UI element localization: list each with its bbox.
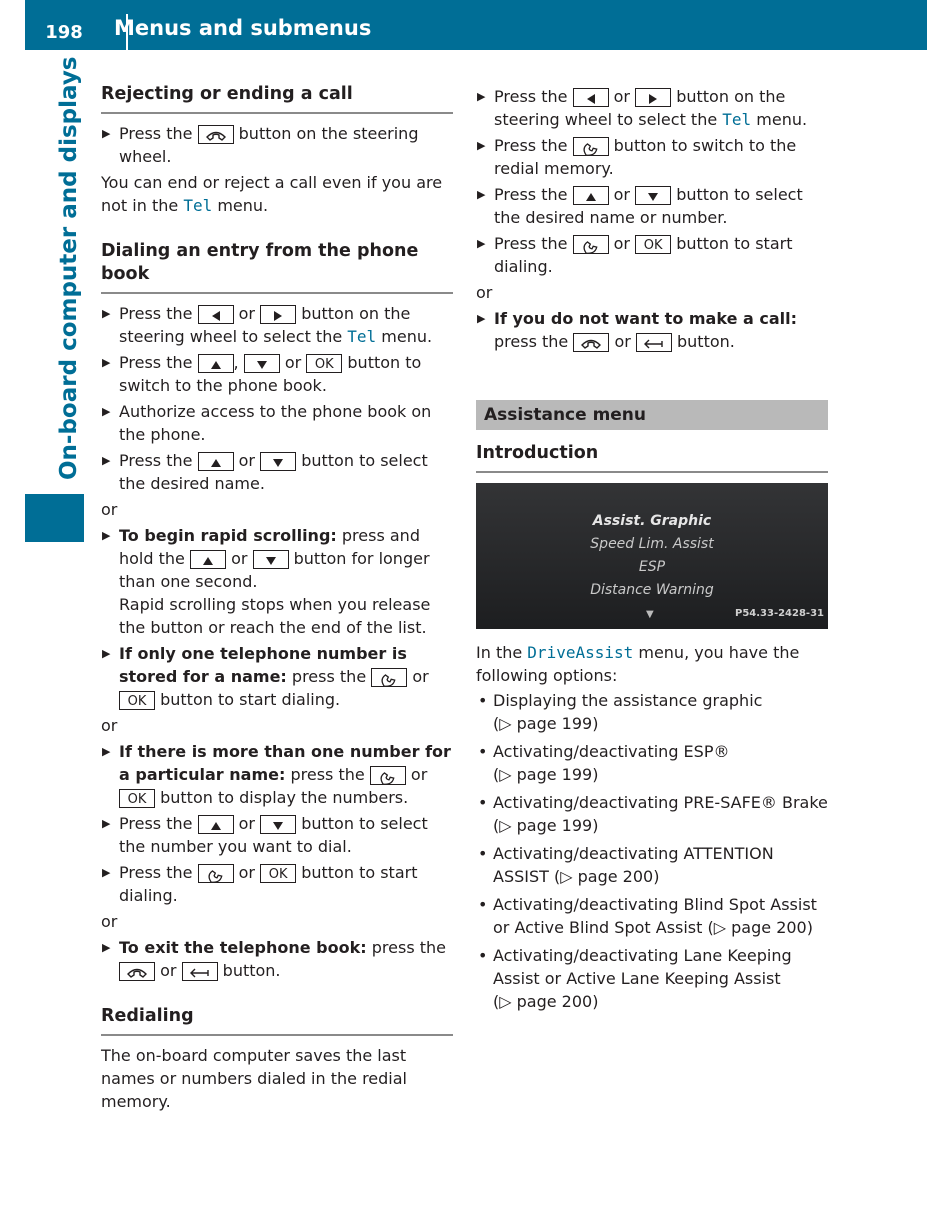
steps-no-call [476,307,828,353]
text: button to select the desired name or number. [494,185,803,227]
text: button on the steering wheel to select the [119,304,411,346]
list-item [476,791,828,837]
phone-hangup-icon [198,125,234,144]
triangle-up-icon [198,815,234,834]
text: Press the [494,185,568,204]
text: Press the [119,863,193,882]
triangle-down-icon [260,815,296,834]
text: You can end or reject a call even if you are not in the [101,173,443,215]
text: Rapid scrolling stops when you release the button or reach the end of the list. [119,595,431,637]
screen-menu-item: Speed Lim. Assist [590,536,714,552]
screen-menu-item: ESP [638,559,666,575]
list-item [476,944,828,1013]
paragraph [101,171,453,217]
screen-menu-item: Assist. Graphic [592,513,712,529]
page-ref: (▷ page 199) [493,714,599,733]
page-ref: (▷ page 200) [493,992,599,1011]
text: , [233,353,239,372]
text: or [613,234,631,253]
triangle-down-icon [260,452,296,471]
triangle-up-icon [573,186,609,205]
step-item [101,449,453,495]
text: button to display the numbers. [160,788,409,807]
back-arrow-icon [182,962,218,981]
text: menu. [217,196,269,215]
menu-name: Tel [183,196,213,215]
triangle-down-icon [253,550,289,569]
page-title: Menus and submenus [114,16,372,40]
triangle-up-icon [190,550,226,569]
text: or [231,549,248,568]
text: menu, you have the following options: [476,643,800,685]
text: button to switch to the phone book. [119,353,422,395]
text: or [238,863,256,882]
bold-lead: If there is more than one number for a particular name: [119,742,451,784]
text: menu. [381,327,433,346]
text: press the [290,765,365,784]
step-item [101,936,453,982]
heading-introduction: Introduction [476,442,828,473]
figure-code: P54.33-2428-31 [734,608,824,619]
text: In the [476,643,523,662]
text: or [613,185,631,204]
text: button to switch to the redial memory. [494,136,797,178]
text: or [410,765,428,784]
screen-menu-item: Distance Warning [590,582,714,598]
options-list [476,689,828,1013]
text: or [614,332,631,351]
menu-name: Tel [347,327,377,346]
step-item [101,351,453,397]
text: press the [371,938,446,957]
side-section-label: On-board computer and displays [56,56,82,480]
text: button to start dialing. [160,690,341,709]
text: press the [291,667,367,686]
back-arrow-icon [636,333,672,352]
list-item [476,893,828,939]
heading-dialing-phonebook: Dialing an entry from the phone book [101,240,453,294]
text: Press the [119,353,193,372]
text: Press the [119,814,193,833]
text: or [613,87,631,106]
step-item [101,524,453,639]
scroll-down-icon: ▼ [646,609,654,620]
bold-lead: If you do not want to make a call: [494,309,797,328]
ok-key: OK [119,789,155,808]
text: button to start dialing. [494,234,793,276]
step-item [101,122,453,168]
or-separator: or [101,912,118,931]
page-ref: (▷ page 199) [493,816,599,835]
page-ref: (▷ page 200) [554,867,660,886]
text: button to select the desired name. [119,451,428,493]
steps-rapid [101,524,453,711]
phone-call-icon [370,766,406,785]
text: Activating/deactivating PRE-SAFE® Brake [493,793,828,812]
text: Displaying the assistance graphic [493,691,763,710]
text: button on the steering wheel. [119,124,419,166]
page-header [25,0,927,50]
step-item [101,812,453,858]
text: Press the [119,451,193,470]
triangle-down-icon [244,354,280,373]
phone-call-icon [573,137,609,156]
display-screenshot [476,483,828,629]
or-separator: or [101,500,118,519]
text: menu. [756,110,808,129]
phone-hangup-icon [573,333,609,352]
phone-call-icon [371,668,407,687]
bold-lead: To exit the telephone book: [119,938,367,957]
triangle-down-icon [635,186,671,205]
list-item [476,740,828,786]
heading-rejecting-call: Rejecting or ending a call [101,83,453,114]
page-ref: (▷ page 199) [493,765,599,784]
text: Press the [494,234,568,253]
text: press and hold the [119,526,420,568]
steps-exit [101,936,453,982]
text: or [284,353,302,372]
text: button to start dialing. [119,863,418,905]
text: Activating/deactivating Blind Spot Assist or Active Blind Spot Assist [493,895,817,937]
steps-phonebook [101,302,453,495]
text: button to select the number you want to dial. [119,814,428,856]
right-column [476,85,828,1018]
menu-name: Tel [722,110,752,129]
page-number: 198 [45,22,83,43]
step-item [101,861,453,907]
step-item [476,307,828,353]
text: Authorize access to the phone book on the phone. [119,402,432,444]
paragraph: The on-board computer saves the last names or numbers dialed in the redial memory. [101,1046,407,1111]
triangle-left-icon [198,305,234,324]
steps-multi-number [101,740,453,907]
text: Press the [119,304,193,323]
text: button. [677,332,735,351]
step-item [476,134,828,180]
triangle-right-icon [635,88,671,107]
step-item [476,85,828,131]
bold-lead: If only one telephone number is stored for a name: [119,644,407,686]
or-separator: or [476,283,493,302]
text: Activating/deactivating Lane Keeping Assist or Active Lane Keeping Assist [493,946,792,988]
ok-key: OK [119,691,155,710]
list-item [476,842,828,888]
paragraph [476,641,828,687]
steps-reject [101,122,453,168]
menu-name: DriveAssist [527,643,634,662]
step-item [101,400,453,446]
list-item [476,689,828,735]
text: Press the [119,124,193,143]
text: button for longer than one second. [119,549,430,591]
phone-call-icon [573,235,609,254]
page-ref: (▷ page 200) [707,918,813,937]
ok-key: OK [260,864,296,883]
heading-redialing: Redialing [101,1005,453,1036]
text: button on the steering wheel to select the [494,87,786,129]
text: or [238,814,256,833]
left-column [101,83,453,1115]
ok-key: OK [635,235,671,254]
text: or [160,961,177,980]
phone-hangup-icon [119,962,155,981]
section-heading-assistance-menu: Assistance menu [476,400,828,430]
phone-call-icon [198,864,234,883]
text: button. [222,961,281,980]
text: Activating/deactivating ESP® [493,742,730,761]
text: or [412,667,429,686]
triangle-left-icon [573,88,609,107]
text: Press the [494,87,568,106]
step-item [476,232,828,278]
triangle-up-icon [198,354,234,373]
text: or [238,304,256,323]
side-tab-marker [25,494,84,542]
step-item [476,183,828,229]
step-item [101,642,453,711]
steps-redial [476,85,828,278]
step-item [101,740,453,809]
text: or [238,451,256,470]
triangle-right-icon [260,305,296,324]
text: press the [494,332,569,351]
ok-key: OK [306,354,342,373]
bold-lead: To begin rapid scrolling: [119,526,337,545]
triangle-up-icon [198,452,234,471]
step-item [101,302,453,348]
text: Activating/deactivating ATTENTION ASSIST [493,844,774,886]
text: Press the [494,136,568,155]
or-separator: or [101,716,118,735]
